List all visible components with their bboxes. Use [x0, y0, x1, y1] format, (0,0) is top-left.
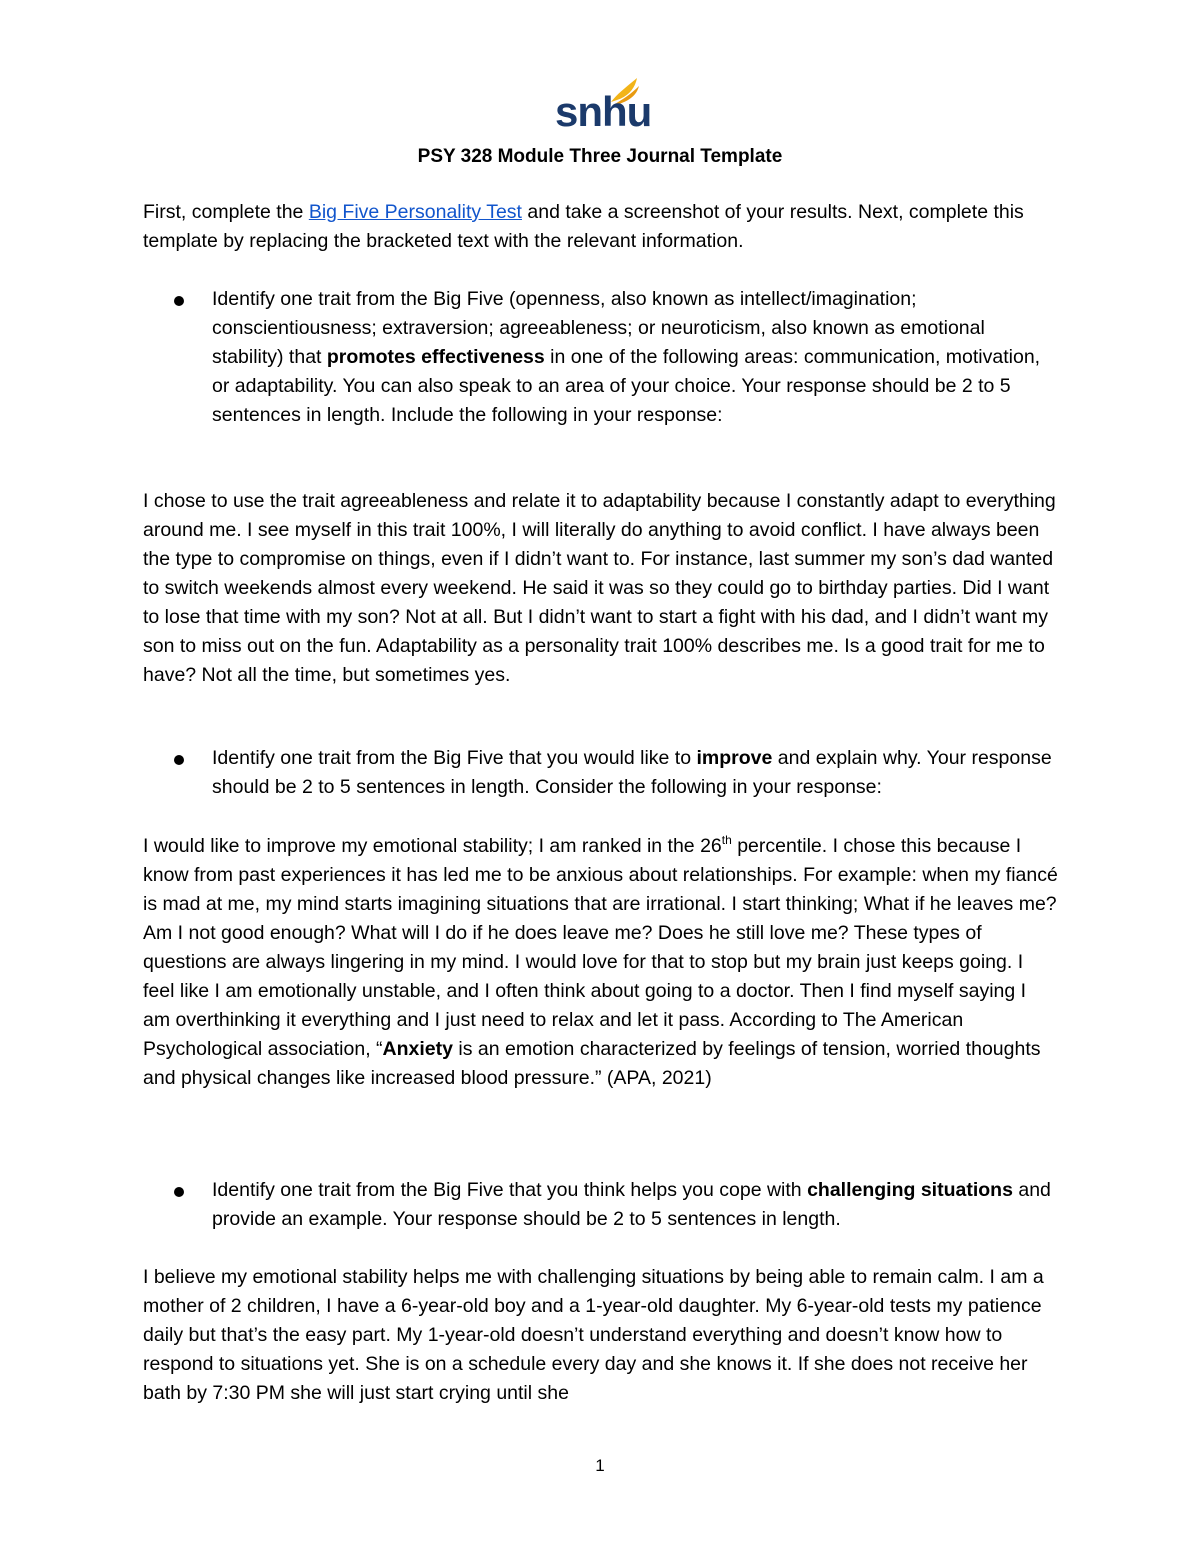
- prompt-2-text-end: and explain why. Your response should be 2 to 5 sentences in length. Consider the following in your response:: [212, 747, 1052, 798]
- answer-2-superscript: th: [721, 833, 732, 847]
- prompt-2: [212, 744, 1058, 802]
- intro-prefix: First, complete the: [143, 201, 309, 223]
- prompt-1-text: Identify one trait from the Big Five (openness, also known as intellect/imagination; conscientiousness; extraversion; agreeableness; or neuroticism, also known as emotional stability) that: [212, 288, 985, 368]
- snhu-logo: [555, 74, 652, 135]
- prompt-2-text: Identify one trait from the Big Five that you would like to: [212, 747, 697, 769]
- answer-2: [143, 832, 1058, 1093]
- prompt-1: [212, 285, 1058, 430]
- answer-2-bold: Anxiety: [382, 1038, 453, 1060]
- prompt-3-bold: challenging situations: [807, 1179, 1013, 1201]
- page-title: PSY 328 Module Three Journal Template: [417, 146, 783, 167]
- bullet-icon: [174, 296, 184, 306]
- logo-text: snhu: [555, 88, 652, 135]
- bullet-icon: [174, 1187, 184, 1197]
- intro-paragraph: [143, 198, 1058, 256]
- page-number: 1: [595, 1456, 605, 1475]
- prompt-3-text: Identify one trait from the Big Five that you think helps you cope with: [212, 1179, 808, 1201]
- prompt-1-text-end: in one of the following areas: communication, motivation, or adaptability. You can also speak to an area of your choice. Your response should be 2 to 5 sentences in length. Include the following in your response:: [212, 346, 1041, 426]
- answer-3: I believe my emotional stability helps me with challenging situations by being able to remain calm. I am a mother of 2 children, I have a 6-year-old boy and a 1-year-old daughter. My 6-year-old tests my patience daily but that’s the easy part. My 1-year-old doesn’t understand everything and doesn’t know how to respond to situations yet. She is on a schedule every day and she knows it. If she does not receive her bath by 7:30 PM she will just start crying until she: [143, 1266, 1044, 1404]
- prompt-3: [212, 1176, 1058, 1234]
- intro-suffix: and take a screenshot of your results. Next, complete this template by replacing the bracketed text with the relevant information.: [143, 201, 1024, 252]
- answer-1: I chose to use the trait agreeableness and relate it to adaptability because I constantly adapt to everything around me. I see myself in this trait 100%, I will literally do anything to avoid conflict. I have always been the type to compromise on things, even if I didn’t want to. For instance, last summer my son’s dad wanted to switch weekends almost every weekend. He said it was so they could go to birthday parties. Did I want to lose that time with my son? Not at all. But I didn’t want to start a fight with his dad, and I didn’t want my son to miss out on the fun. Adaptability as a personality trait 100% describes me. Is a good trait for me to have? Not all the time, but sometimes yes.: [143, 490, 1056, 686]
- bullet-icon: [174, 755, 184, 765]
- prompt-2-bold: improve: [696, 747, 773, 769]
- answer-2-text-mid: percentile. I chose this because I know from past experiences it has led me to be anxious about relationships. For example: when my fiancé is mad at me, my mind starts imagining situations that are irrational. I start thinking; What if he leaves me? Am I not good enough? What will I do if he does leave me? Does he still love me? These types of questions are always lingering in my mind. I would love for that to stop but my brain just keeps going. I feel like I am emotionally unstable, and I often think about going to a doctor. Then I find myself saying I am overthinking it everything and I just need to relax and let it pass. According to The American Psychological association, “: [143, 835, 1058, 1060]
- prompt-3-text-end: and provide an example. Your response should be 2 to 5 sentences in length.: [212, 1179, 1051, 1230]
- answer-2-text-end: is an emotion characterized by feelings of tension, worried thoughts and physical changes like increased blood pressure.” (APA, 2021): [143, 1038, 1041, 1089]
- big-five-test-link[interactable]: Big Five Personality Test: [308, 201, 522, 223]
- answer-2-text: I would like to improve my emotional stability; I am ranked in the 26: [143, 835, 722, 857]
- prompt-1-bold: promotes effectiveness: [326, 346, 545, 368]
